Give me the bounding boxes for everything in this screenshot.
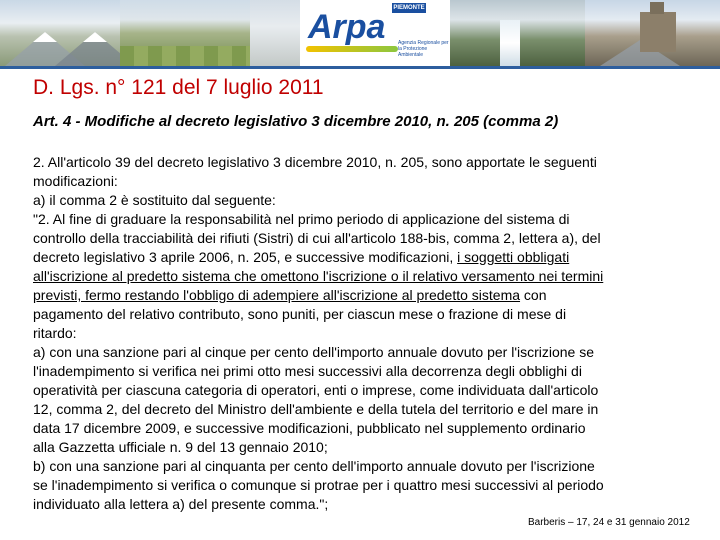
body-text: modificazioni: xyxy=(33,173,118,189)
body-line xyxy=(33,457,693,476)
body-text: decreto legislativo 3 aprile 2006, n. 205, e successive modificazioni, xyxy=(33,249,458,265)
mountain-photo xyxy=(0,0,120,66)
snow-cap xyxy=(33,32,57,42)
castle-photo xyxy=(585,0,720,66)
body-line xyxy=(33,400,693,419)
header-banner xyxy=(0,0,720,66)
body-line xyxy=(33,305,693,324)
body-text: controllo della tracciabilità dei rifiuti (Sistri) di cui all'articolo 188-bis, comma 2, lettera a), del xyxy=(33,230,601,246)
body-text: pagamento del relativo contributo, sono puniti, per ciascun mese o frazione di mese di xyxy=(33,306,567,322)
arpa-logo xyxy=(300,0,450,66)
sky-photo xyxy=(250,0,300,66)
body-text: l'inadempimento si verifica nei primi otto mesi successivi alla decorrenza degli obblighi di xyxy=(33,363,582,379)
body-text: 2. All'articolo 39 del decreto legislativo 3 dicembre 2010, n. 205, sono apportate le seguenti xyxy=(33,154,597,170)
fields-photo xyxy=(120,0,250,66)
body-line xyxy=(33,191,693,210)
body-line xyxy=(33,419,693,438)
article-heading xyxy=(33,113,558,130)
logo-tagline: Agenzia Regionale per la Protezione Ambientale xyxy=(398,40,449,58)
body-text: b) con una sanzione pari al cinquanta per cento dell'importo annuale dovuto per l'iscrizione xyxy=(33,458,595,474)
body-text: operatività per ciascuna categoria di operatori, enti o imprese, come individuata dall'articolo xyxy=(33,382,599,398)
body-text: a) con una sanzione pari al cinque per cento dell'importo annuale dovuto per l'iscrizione se xyxy=(33,344,595,360)
logo-wordmark: Arpa xyxy=(308,8,386,46)
article-body xyxy=(33,153,693,514)
field-rows xyxy=(120,46,250,66)
body-text: "2. Al fine di graduare la responsabilità nel primo periodo di applicazione del sistema di xyxy=(33,211,570,227)
body-text: con xyxy=(520,287,547,303)
body-text: ritardo: xyxy=(33,325,77,341)
article-heading-text: Art. 4 - Modifiche al decreto legislativo 3 dicembre 2010, n. 205 (comma 2) xyxy=(33,113,559,130)
body-line xyxy=(33,438,693,457)
waterfall xyxy=(500,20,520,66)
body-line xyxy=(33,381,693,400)
body-text: individuato alla lettera a) del presente comma."; xyxy=(33,496,329,512)
footer-credit: Barberis – 17, 24 e 31 gennaio 2012 xyxy=(528,517,690,528)
body-line xyxy=(33,495,693,514)
underlined-text: i soggetti obbligati xyxy=(457,249,570,265)
logo-swoosh xyxy=(306,46,398,52)
body-line xyxy=(33,248,693,267)
logo-badge: PIEMONTE xyxy=(393,5,425,11)
castle-icon xyxy=(640,12,676,52)
waterfall-photo xyxy=(450,0,585,66)
body-line xyxy=(33,267,693,286)
body-line xyxy=(33,153,693,172)
body-text: a) il comma 2 è sostituito dal seguente: xyxy=(33,192,276,208)
page-title: D. Lgs. n° 121 del 7 luglio 2011 xyxy=(33,76,324,99)
body-line xyxy=(33,324,693,343)
body-line xyxy=(33,343,693,362)
body-line xyxy=(33,362,693,381)
body-line xyxy=(33,172,693,191)
body-text: se l'inadempimento si verifica o comunque si protrae per i quattro mesi successivi al periodo xyxy=(33,477,604,493)
header-rule xyxy=(0,66,720,69)
body-line xyxy=(33,476,693,495)
body-text: data 17 dicembre 2009, e successive modificazioni, pubblicato nel supplemento ordinario xyxy=(33,420,586,436)
snow-cap xyxy=(83,32,107,42)
body-text: 12, comma 2, del decreto del Ministro dell'ambiente e della tutela del territorio e del mare in xyxy=(33,401,599,417)
underlined-text: all'iscrizione al predetto sistema che omettono l'iscrizione o il relativo versamento nei termini xyxy=(33,268,604,284)
body-text: alla Gazzetta ufficiale n. 9 del 13 gennaio 2010; xyxy=(33,439,328,455)
body-line xyxy=(33,229,693,248)
underlined-text: previsti, fermo restando l'obbligo di adempiere all'iscrizione al predetto sistema xyxy=(33,287,521,303)
body-line xyxy=(33,286,693,305)
body-line xyxy=(33,210,693,229)
